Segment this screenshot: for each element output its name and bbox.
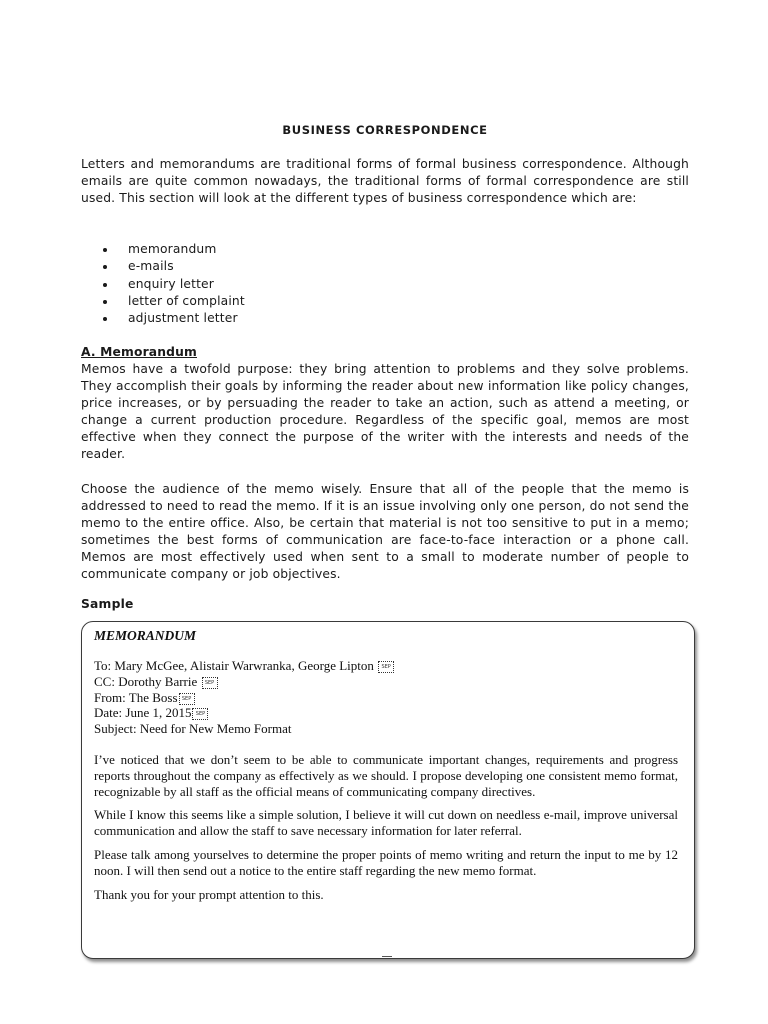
memo-to-line bbox=[94, 658, 678, 674]
list-item: memorandum bbox=[81, 241, 245, 258]
memo-date: Date: June 1, 2015 bbox=[94, 705, 192, 721]
separator-glyph-icon: SEP bbox=[192, 708, 208, 720]
memo-to: To: Mary McGee, Alistair Warwranka, George Lipton bbox=[94, 658, 374, 673]
memo-from: From: The Boss bbox=[94, 689, 178, 705]
memo-body-paragraph: Please talk among yourselves to determine the proper points of memo writing and return the input to me by 12 noon. I will then send out a notice to the entire staff regarding the new memo format. bbox=[94, 846, 678, 878]
separator-glyph-icon: SEP bbox=[378, 661, 394, 673]
list-item: adjustment letter bbox=[81, 310, 245, 327]
memo-subject: Subject: Need for New Memo Format bbox=[94, 721, 292, 737]
memo-closing: Thank you for your prompt attention to this. bbox=[94, 886, 324, 902]
memo-title: MEMORANDUM bbox=[94, 628, 197, 643]
document-title: BUSINESS CORRESPONDENCE bbox=[282, 123, 488, 137]
memo-date-line bbox=[94, 705, 678, 721]
memo-from-line bbox=[94, 690, 678, 706]
memo-cc-line bbox=[94, 674, 678, 690]
sample-label: Sample bbox=[81, 597, 134, 611]
sample-memo-box bbox=[81, 621, 695, 959]
memo-cc: CC: Dorothy Barrie bbox=[94, 673, 198, 689]
separator-glyph-icon: SEP bbox=[179, 693, 195, 705]
intro-paragraph: Letters and memorandums are traditional forms of formal business correspondence. Although emails are quite common nowadays, the traditional forms of formal correspondence are still used. This section will look at the different types of business correspondence which are: bbox=[81, 157, 689, 206]
section-heading: A. Memorandum bbox=[81, 345, 197, 359]
separator-glyph-icon: SEP bbox=[202, 677, 218, 689]
divider bbox=[382, 956, 392, 961]
memo-body-paragraph: While I know this seems like a simple solution, I believe it will cut down on needless e-mail, improve universal communication and allow the staff to save necessary information for later referral. bbox=[94, 807, 678, 839]
memo-purpose-paragraph: Memos have a twofold purpose: they bring attention to problems and they solve problems. They accomplish their goals by informing the reader about new information like policy changes, price increases, or by persuading the reader to take an action, such as attend a meeting, or change a current production procedure. Regardless of the specific goal, memos are most effective when they connect the purpose of the writer with the interests and needs of the reader. bbox=[81, 362, 689, 462]
memo-body-paragraph: I’ve noticed that we don’t seem to be able to communicate important changes, requirements and progress reports throughout the company as effectively as we should. I propose developing one consistent memo format, recognizable by all staff as the official means of communicating company directives. bbox=[94, 751, 678, 799]
memo-audience-paragraph: Choose the audience of the memo wisely. Ensure that all of the people that the memo is addressed to need to read the memo. If it is an issue involving only one person, do not send the memo to the entire office. Also, be certain that material is not too sensitive to put in a memo; sometimes the best forms of communication are face-to-face interaction or a phone call. Memos are most effectively used when sent to a small to moderate number of people to communicate company or job objectives. bbox=[81, 482, 689, 582]
list-item: e-mails bbox=[81, 258, 245, 275]
list-item: letter of complaint bbox=[81, 293, 245, 310]
correspondence-types-list bbox=[81, 241, 245, 327]
list-item: enquiry letter bbox=[81, 276, 245, 293]
